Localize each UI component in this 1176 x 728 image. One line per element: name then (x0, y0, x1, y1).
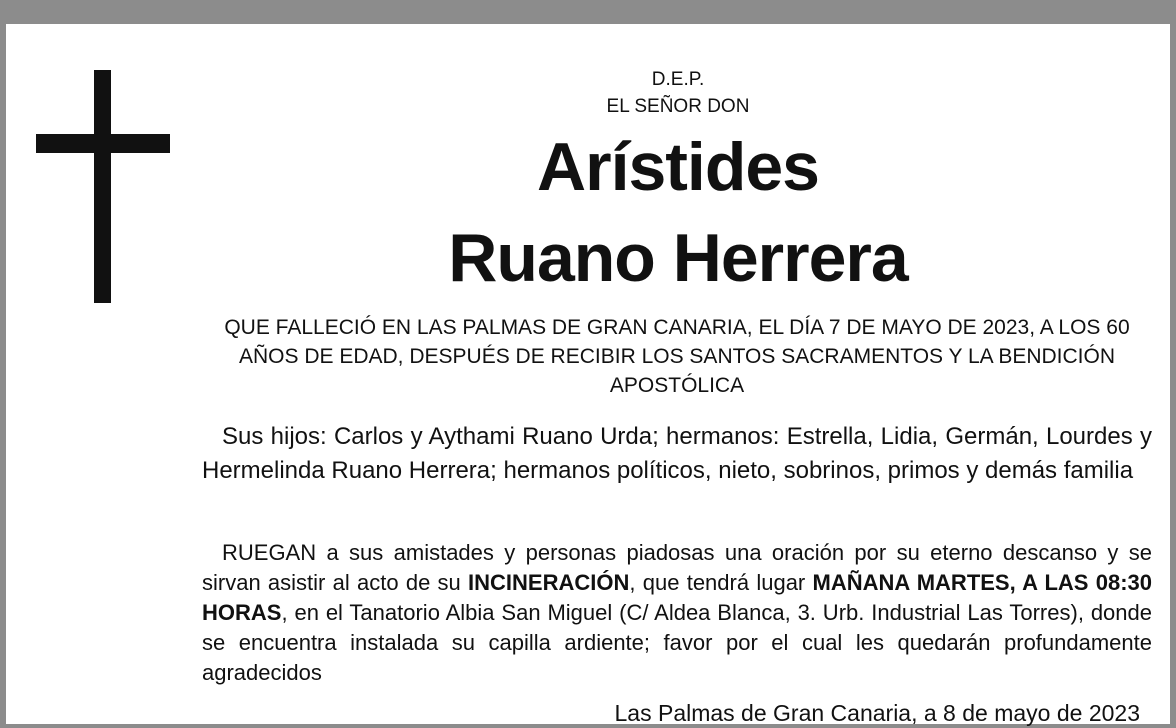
request-text-3: , en el Tanatorio Albia San Miguel (C/ Aldea Blanca, 3. Urb. Industrial Las Torres), donde se encuentra instalada su capilla ardiente; favor por el cual les quedarán profundamente agradecidos (202, 600, 1152, 685)
place-date: Las Palmas de Gran Canaria, a 8 de mayo de 2023 (614, 700, 1140, 726)
title-label: EL SEÑOR DON (606, 96, 750, 117)
cross-icon-bar (36, 134, 170, 153)
cross-icon (94, 70, 111, 303)
ceremony-paragraph (202, 538, 1152, 688)
ceremony-time: MAÑANA MARTES, A LAS 08:30 HORAS (202, 570, 1152, 625)
request-text-1: RUEGAN a sus amistades y personas piadosas una oración por su eterno descanso y se sirvan asistir al acto de su (202, 540, 1152, 595)
dep-label: D.E.P. (651, 69, 705, 90)
ceremony-type: INCINERACIÓN (468, 570, 630, 595)
family-paragraph: Sus hijos: Carlos y Aythami Ruano Urda; hermanos: Estrella, Lidia, Germán, Lourdes y Hermelinda Ruano Herrera; hermanos políticos, nieto, sobrinos, primos y demás familia (202, 423, 1152, 484)
death-announcement: QUE FALLECIÓ EN LAS PALMAS DE GRAN CANARIA, EL DÍA 7 DE MAYO DE 2023, A LOS 60 AÑOS DE EDAD, DESPUÉS DE RECIBIR LOS SANTOS SACRAMENTOS Y LA BENDICIÓN APOSTÓLICA (224, 316, 1130, 397)
obituary-notice (6, 24, 1170, 724)
deceased-first-name: Arístides (537, 129, 819, 205)
request-text-2: , que tendrá lugar (629, 570, 813, 595)
deceased-surname: Ruano Herrera (448, 220, 908, 296)
